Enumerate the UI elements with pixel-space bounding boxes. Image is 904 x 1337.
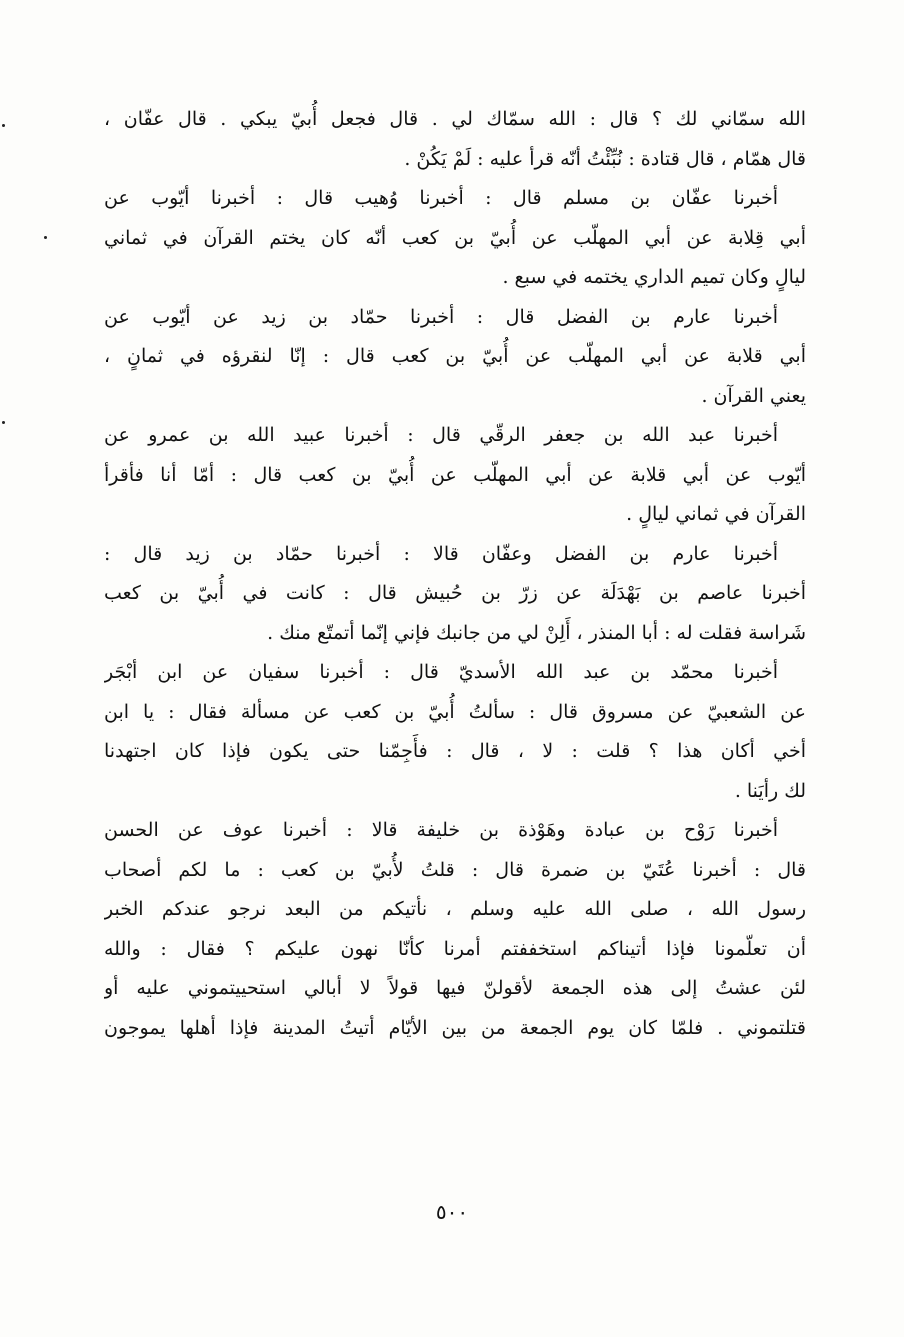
text-line: أخبرنا عارم بن الفضل وعفّان قالا : أخبرنا حمّاد بن زيد قال : bbox=[104, 542, 778, 565]
text-line: أخبرنا رَوْح بن عبادة وهَوْذة بن خليفة قالا : أخبرنا عوف عن الحسن bbox=[104, 819, 778, 841]
text-line: أخبرنا عفّان بن مسلم قال : أخبرنا وُهيب قال : أخبرنا أيّوب عن bbox=[104, 187, 778, 209]
text-line: أيّوب عن أبي قلابة عن أبي المهلّب عن أُبيّ بن كعب قال : أمّا أنا فأقرأ bbox=[104, 463, 806, 486]
text-line: شَراسة فقلت له : أبا المنذر ، أَلِنْ لي من جانبك فإني إنّما أتمتّع منك . bbox=[267, 621, 806, 644]
page-number: ٥٠٠ bbox=[435, 1200, 469, 1224]
text-line: عن الشعبيّ عن مسروق قال : سألتُ أُبيّ بن كعب عن مسألة فقال : يا ابن bbox=[104, 700, 806, 723]
scan-speck bbox=[44, 236, 47, 239]
scan-speck bbox=[2, 124, 5, 127]
text-line: أخبرنا عارم بن الفضل قال : أخبرنا حمّاد بن زيد عن أيّوب عن bbox=[104, 305, 778, 328]
text-line: رسول الله ، صلى الله عليه وسلم ، نأتيكم من البعد نرجو عندكم الخبر bbox=[104, 898, 806, 920]
text-line: القرآن في ثماني ليالٍ . bbox=[626, 503, 806, 525]
scan-speck bbox=[2, 421, 5, 424]
text-line: قال همّام ، قال قتادة : نُبِّئْتُ أنّه قرأ عليه : لَمْ يَكُنْ . bbox=[404, 147, 806, 170]
text-line: أخبرنا محمّد بن عبد الله الأسديّ قال : أخبرنا سفيان عن ابن أبْجَر bbox=[104, 661, 778, 683]
text-line: لئن عشتُ إلى هذه الجمعة لأقولنّ فيها قولاً لا أبالي استحييتموني عليه أو bbox=[104, 977, 806, 999]
text-line: أبي قِلابة عن أبي المهلّب عن أُبيّ بن كعب أنّه كان يختم القرآن في ثماني bbox=[104, 226, 806, 249]
page-body-text bbox=[104, 100, 806, 1048]
text-line: يعني القرآن . bbox=[701, 384, 806, 407]
text-line: قال : أخبرنا عُتَيّ بن ضمرة قال : قلتُ لأُبيّ بن كعب : ما لكم أصحاب bbox=[104, 858, 806, 881]
text-line: أبي قلابة عن أبي المهلّب عن أُبيّ بن كعب قال : إنّا لنقرؤه في ثمانٍ ، bbox=[104, 345, 806, 367]
text-line: الله سمّاني لك ؟ قال : الله سمّاك لي . قال فجعل أُبيّ يبكي . قال عفّان ، bbox=[104, 108, 806, 130]
text-line: ليالٍ وكان تميم الداري يختمه في سبع . bbox=[502, 266, 806, 288]
text-line: قتلتموني . فلمّا كان يوم الجمعة من بين الأيّام أتيتُ المدينة فإذا أهلها يموجون bbox=[104, 1016, 806, 1039]
text-line: أخبرنا عبد الله بن جعفر الرقّي قال : أخبرنا عبيد الله بن عمرو عن bbox=[104, 424, 778, 446]
text-line: أن تعلّمونا فإذا أتيناكم استخففتم أمرنا كأنّا نهون عليكم ؟ فقال : والله bbox=[104, 937, 806, 960]
text-line: أخبرنا عاصم بن بَهْدَلَة عن زرّ بن حُبيش قال : كانت في أُبيّ بن كعب bbox=[104, 582, 806, 604]
text-line: لك رأيَنا . bbox=[734, 779, 806, 802]
text-line: أخي أكان هذا ؟ قلت : لا ، قال : فأَجِمّنا حتى يكون فإذا كان اجتهدنا bbox=[104, 740, 806, 762]
